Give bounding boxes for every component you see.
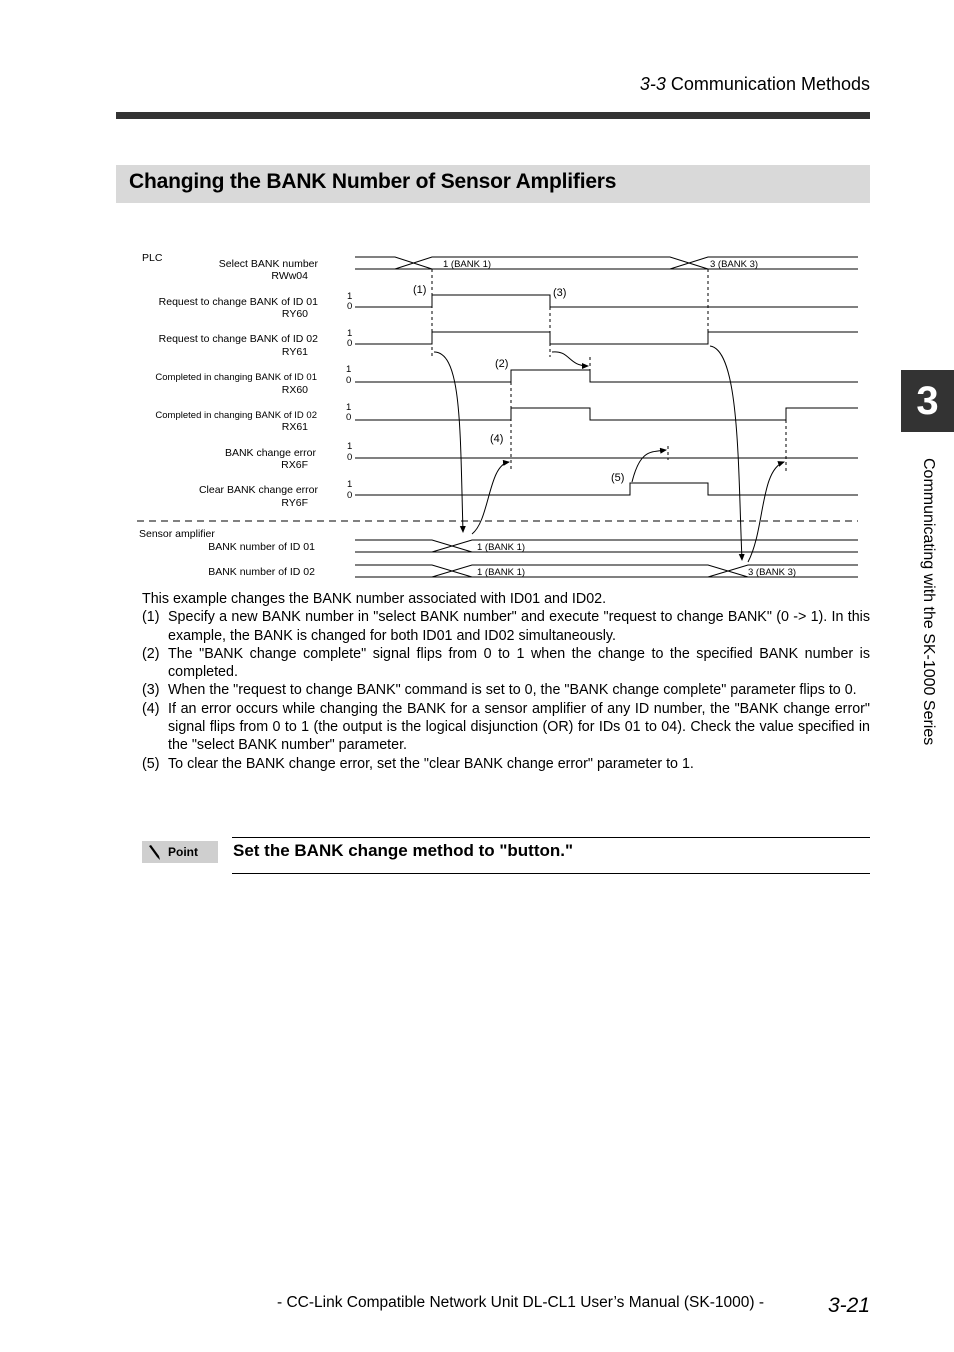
bus-rww04 <box>355 257 858 269</box>
level-lo-ry60: 0 <box>347 301 353 312</box>
step-number: (4) <box>142 700 160 717</box>
signal-name-rww04: Select BANK number <box>218 258 318 270</box>
signal-code-rx6f: RX6F <box>281 459 308 471</box>
bus-value-rww04-bank3: 3 (BANK 3) <box>710 259 759 270</box>
level-hi-rx61: 1 <box>346 402 352 413</box>
waveform-ry6f <box>355 483 858 495</box>
explanation-steps <box>142 608 870 773</box>
level-lo-rx61: 0 <box>346 412 352 423</box>
step-number: (2) <box>142 645 160 662</box>
signal-code-rww04: RWw04 <box>271 270 308 282</box>
level-hi-ry61: 1 <box>347 328 353 339</box>
signal-code-rx60: RX60 <box>281 384 308 396</box>
signal-name-rx6f: BANK change error <box>224 447 316 459</box>
signal-code-ry60: RY60 <box>281 308 308 320</box>
bus-value-id02-bank3: 3 (BANK 3) <box>748 567 797 578</box>
step-text: The "BANK change complete" signal flips from 0 to 1 when the change to the specified BANK number is completed. <box>168 645 870 681</box>
level-lo-ry61: 0 <box>347 338 353 349</box>
level-lo-rx6f: 0 <box>347 452 353 463</box>
step-marker-4: (4) <box>490 433 504 445</box>
page-number: 3-21 <box>827 1294 870 1317</box>
step-marker-1: (1) <box>413 284 427 296</box>
step-text: When the "request to change BANK" command is set to 0, the "BANK change complete" parameter flips to 0. <box>168 682 857 699</box>
explanation-step-1 <box>142 608 870 645</box>
waveform-ry60 <box>355 295 858 307</box>
signal-name-rx61: Completed in changing BANK of ID 02 <box>155 410 317 421</box>
point-rule-bottom <box>232 873 870 874</box>
step-number: (1) <box>142 609 160 626</box>
step-marker-2: (2) <box>495 358 509 370</box>
signal-name-id02: BANK number of ID 02 <box>208 566 315 578</box>
level-lo-ry6f: 0 <box>347 490 353 501</box>
signal-code-ry61: RY61 <box>281 346 308 358</box>
step-text: Specify a new BANK number in "select BANK number" and execute "request to change BANK" (0 -> 1). In this example, the BANK is changed for both ID01 and ID02 simultaneously. <box>168 609 870 644</box>
step-number: (3) <box>142 682 160 699</box>
bus-id01 <box>355 540 858 552</box>
bus-value-rww04-bank1: 1 (BANK 1) <box>443 259 492 270</box>
timing-diagram <box>0 0 954 600</box>
bus-value-id02-bank1: 1 (BANK 1) <box>477 567 526 578</box>
level-hi-ry60: 1 <box>347 291 353 302</box>
explanation-intro: This example changes the BANK number associated with ID01 and ID02. <box>142 591 607 607</box>
explanation-step-3 <box>142 681 870 699</box>
explanation-step-4 <box>142 700 870 755</box>
signal-name-ry6f: Clear BANK change error <box>198 484 318 496</box>
explanation-step-2 <box>142 645 870 682</box>
explanation-step-5 <box>142 755 870 773</box>
footer-manual-title: - CC-Link Compatible Network Unit DL-CL1 User’s Manual (SK-1000) - <box>277 1294 764 1311</box>
signal-name-rx60: Completed in changing BANK of ID 01 <box>155 372 317 383</box>
signal-name-id01: BANK number of ID 01 <box>208 541 315 553</box>
header-section-title: Communication Methods <box>670 74 870 94</box>
waveform-rx60 <box>355 370 858 382</box>
step-marker-3: (3) <box>553 287 567 299</box>
signal-code-rx61: RX61 <box>281 421 308 433</box>
level-hi-rx6f: 1 <box>347 441 353 452</box>
level-lo-rx60: 0 <box>346 375 352 386</box>
point-label: Point <box>168 845 198 859</box>
chapter-side-text: Communicating with the SK-1000 Series <box>920 458 937 746</box>
explanation <box>142 590 870 773</box>
signal-name-ry61: Request to change BANK of ID 02 <box>158 333 318 345</box>
waveform-ry61 <box>355 332 858 344</box>
signal-name-ry60: Request to change BANK of ID 01 <box>158 296 318 308</box>
level-hi-ry6f: 1 <box>347 479 353 490</box>
point-text: Set the BANK change method to "button." <box>233 841 574 860</box>
section-heading: Changing the BANK Number of Sensor Amplifiers <box>129 170 617 193</box>
step-text: If an error occurs while changing the BANK for a sensor amplifier of any ID number, the "BANK change error" signal flips from 0 to 1 (the output is the logical disjunction (OR) for IDs 01 to 04). Check the value specified in the "select BANK number" parameter. <box>168 700 870 754</box>
level-hi-rx60: 1 <box>346 364 352 375</box>
step-text: To clear the BANK change error, set the "clear BANK change error" parameter to 1. <box>168 755 694 772</box>
header-section-number: 3-3 <box>639 74 666 94</box>
step-marker-5: (5) <box>611 472 625 484</box>
bus-value-id01-bank1: 1 (BANK 1) <box>477 542 526 553</box>
pencil-icon <box>148 843 164 861</box>
sensor-amplifier-label: Sensor amplifier <box>139 528 215 540</box>
step-number: (5) <box>142 755 160 772</box>
signal-code-ry6f: RY6F <box>281 497 308 509</box>
point-rule-top <box>232 837 870 838</box>
waveform-rx61 <box>355 408 858 420</box>
plc-label: PLC <box>142 252 163 264</box>
chapter-tab: 3 <box>901 370 954 432</box>
